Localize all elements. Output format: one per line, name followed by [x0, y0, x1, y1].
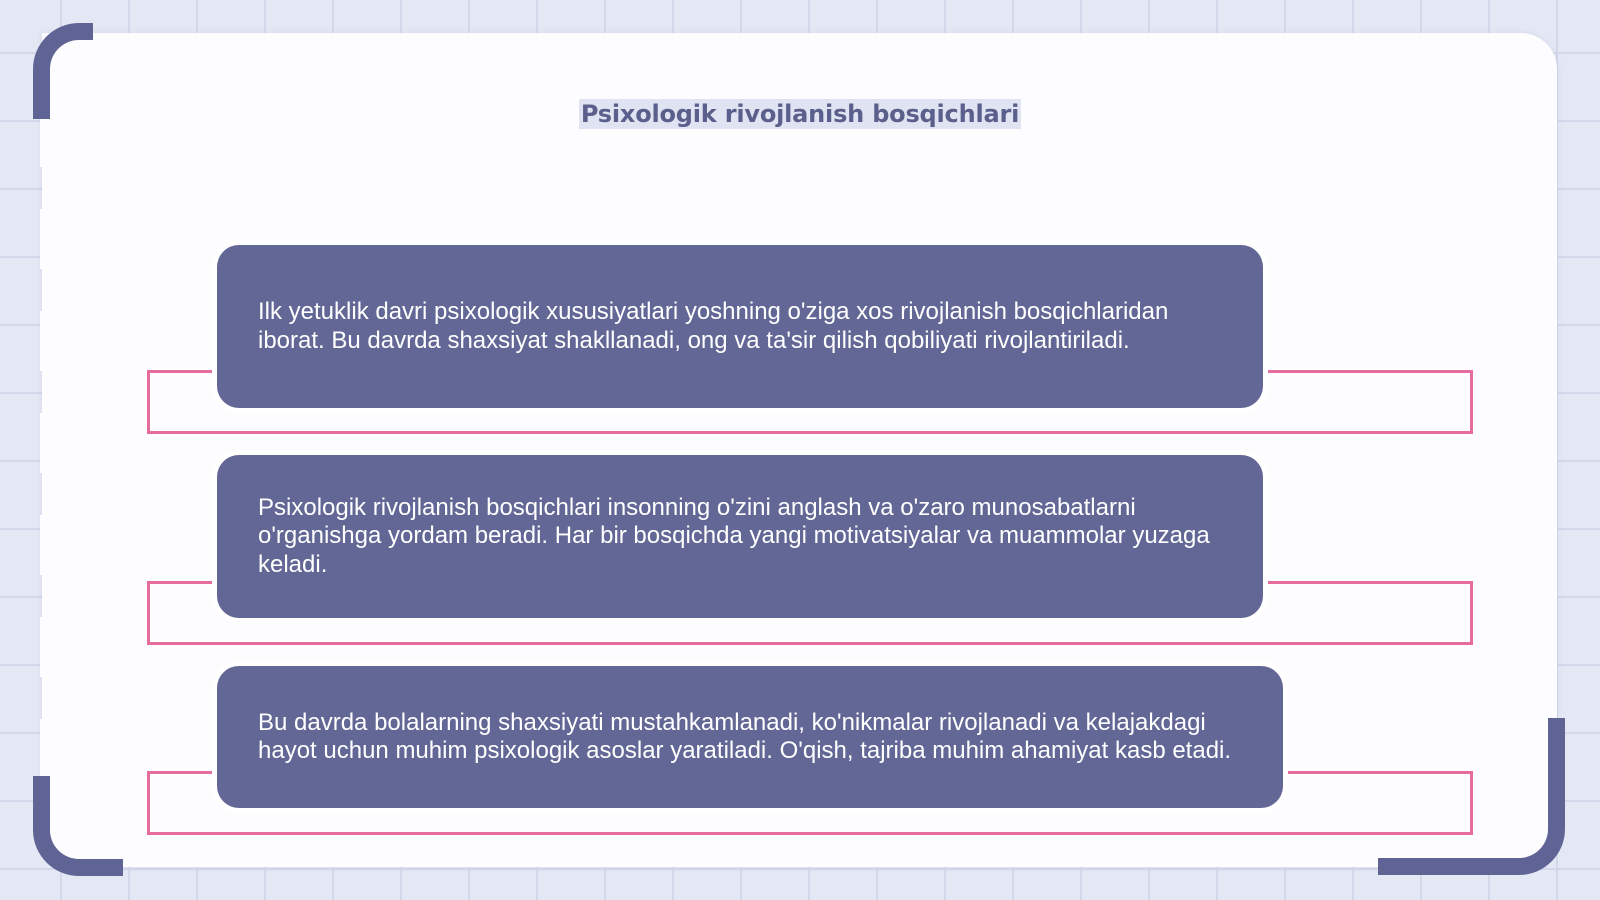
content-card-1	[217, 245, 1263, 408]
content-card-2	[217, 455, 1263, 618]
content-card-1-text: Ilk yetuklik davri psixologik xususiyatlari yoshning o'ziga xos rivojlanish bosqichlaridan iborat. Bu davrda shaxsiyat shakllanadi, ong va ta'sir qilish qobiliyati rivojlantiriladi.	[258, 298, 1169, 354]
content-card-3-text: Bu davrda bolalarning shaxsiyati mustahkamlanadi, ko'nikmalar rivojlanadi va kelajakdagi hayot uchun muhim psixologik asoslar yaratiladi. O'qish, tajriba muhim ahamiyat kasb etadi.	[258, 708, 1232, 764]
content-card-3	[217, 666, 1283, 808]
slide-title-wrapper	[0, 93, 1600, 130]
slide-title: Psixologik rivojlanish bosqichlari	[580, 100, 1020, 128]
content-card-2-text: Psixologik rivojlanish bosqichlari insonning o'zini anglash va o'zaro munosabatlarni o'rganishga yordam beradi. Har bir bosqichda yangi motivatsiyalar va muammolar yuzaga keladi.	[258, 493, 1210, 578]
frame-corner-bottom-left	[33, 776, 123, 876]
